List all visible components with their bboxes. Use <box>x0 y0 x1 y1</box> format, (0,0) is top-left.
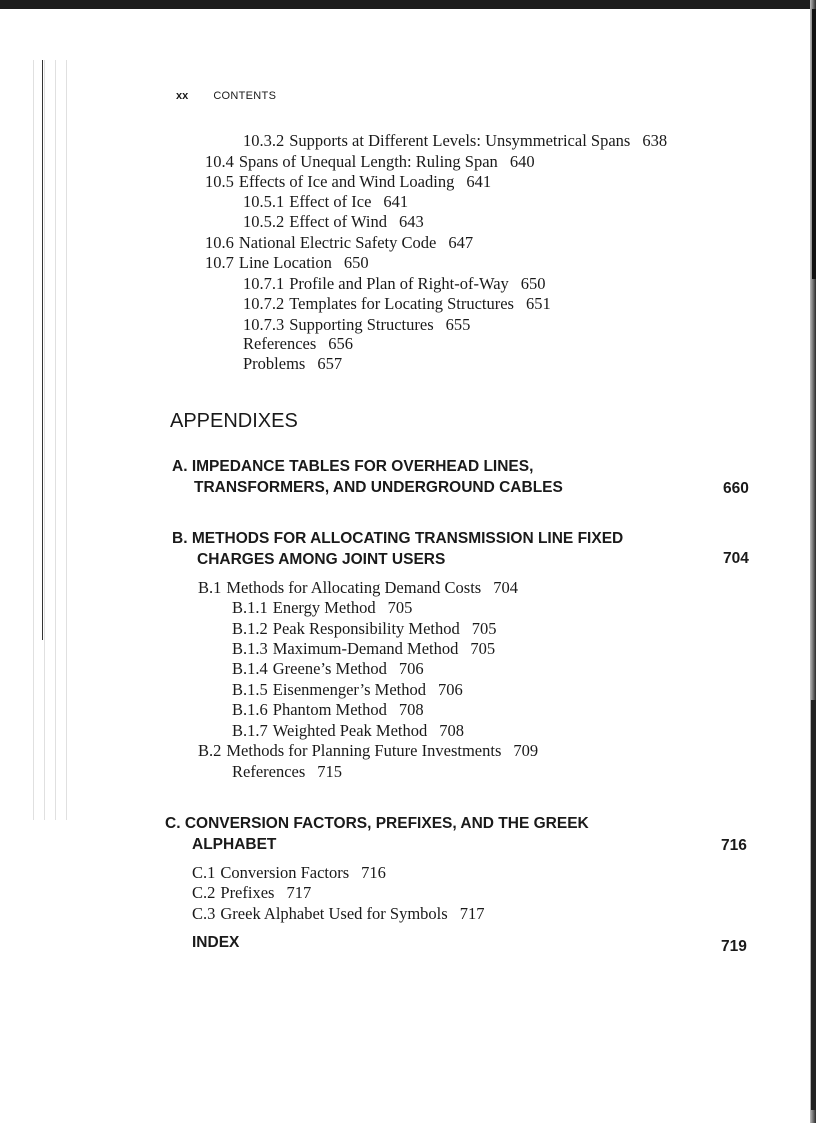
toc-entry[interactable]: B.1.3 Maximum-Demand Method 705 <box>232 639 496 658</box>
index-title[interactable]: INDEX <box>192 934 240 951</box>
toc-entry[interactable]: B.1.6 Phantom Method 708 <box>232 700 424 719</box>
toc-entry[interactable]: References 715 <box>232 762 343 781</box>
toc-entry[interactable]: 10.7 Line Location 650 <box>205 253 369 272</box>
toc-entry[interactable]: References 656 <box>243 334 354 353</box>
appendixes-heading: APPENDIXES <box>170 410 298 432</box>
toc-entry[interactable]: C.2 Prefixes 717 <box>192 883 312 902</box>
scan-right-edge-shadow <box>812 9 816 279</box>
index-page: 719 <box>721 938 747 955</box>
toc-entry[interactable]: 10.5.1 Effect of Ice 641 <box>243 192 409 211</box>
toc-entry[interactable]: 10.3.2 Supports at Different Levels: Unsymmetrical Spans 638 <box>243 131 668 150</box>
scan-right-edge-shadow <box>811 700 816 1110</box>
running-header <box>176 90 276 102</box>
appendix-c-title[interactable]: C. CONVERSION FACTORS, PREFIXES, AND THE GREEK ALPHABET <box>165 815 589 853</box>
scan-top-border <box>0 0 816 9</box>
toc-entry[interactable]: 10.5.2 Effect of Wind 643 <box>243 212 424 231</box>
toc-entry[interactable]: B.1.2 Peak Responsibility Method 705 <box>232 619 497 638</box>
toc-entry[interactable]: B.1.4 Greene’s Method 706 <box>232 659 424 678</box>
toc-entry[interactable]: B.2 Methods for Planning Future Investments 709 <box>198 741 539 760</box>
toc-entry[interactable]: 10.6 National Electric Safety Code 647 <box>205 233 474 252</box>
toc-entry[interactable]: 10.7.1 Profile and Plan of Right-of-Way 650 <box>243 274 546 293</box>
toc-entry[interactable]: B.1.7 Weighted Peak Method 708 <box>232 721 464 740</box>
appendix-c-page: 716 <box>721 837 747 854</box>
appendix-a-page: 660 <box>723 480 749 497</box>
toc-entry[interactable]: B.1.5 Eisenmenger’s Method 706 <box>232 680 463 699</box>
scan-binding-line <box>42 60 43 640</box>
appendix-b-title[interactable]: B. METHODS FOR ALLOCATING TRANSMISSION LINE FIXED CHARGES AMONG JOINT USERS <box>172 530 624 568</box>
running-title: CONTENTS <box>213 90 277 102</box>
toc-entry[interactable]: 10.4 Spans of Unequal Length: Ruling Span 640 <box>205 152 535 171</box>
toc-entry[interactable]: C.3 Greek Alphabet Used for Symbols 717 <box>192 904 485 923</box>
toc-entry[interactable]: 10.7.3 Supporting Structures 655 <box>243 315 471 334</box>
toc-entry[interactable]: C.1 Conversion Factors 716 <box>192 863 386 882</box>
appendix-b-page: 704 <box>723 550 749 567</box>
toc-entry[interactable]: Problems 657 <box>243 354 343 373</box>
toc-entry[interactable]: 10.5 Effects of Ice and Wind Loading 641 <box>205 172 492 191</box>
page-number: xx <box>176 90 189 102</box>
toc-entry[interactable]: B.1.1 Energy Method 705 <box>232 598 413 617</box>
toc-entry[interactable]: 10.7.2 Templates for Locating Structures 651 <box>243 294 551 313</box>
appendix-a-title[interactable]: A. IMPEDANCE TABLES FOR OVERHEAD LINES, TRANSFORMERS, AND UNDERGROUND CABLES <box>172 458 563 496</box>
toc-entry[interactable]: B.1 Methods for Allocating Demand Costs 704 <box>198 578 518 597</box>
scan-binding-marks <box>28 60 68 820</box>
